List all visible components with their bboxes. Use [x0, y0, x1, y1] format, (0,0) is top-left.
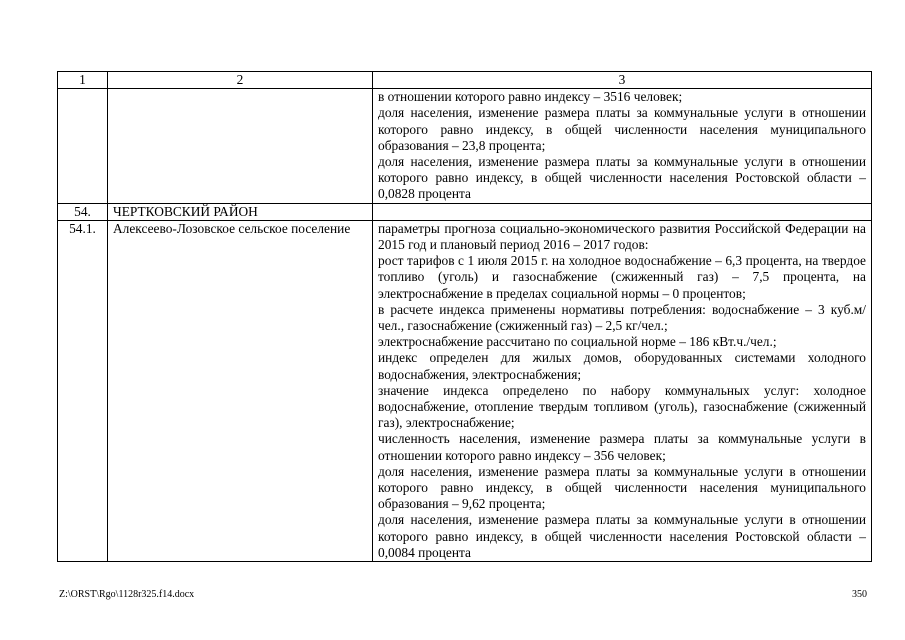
description-line: доля населения, изменение размера платы за коммунальные услуги в отношении которого равно индексу, в общей численности населения Ростовской области – 0,0828 процента — [378, 154, 866, 202]
footer-file-path: Z:\ORST\Rgo\1128r325.f14.docx — [59, 589, 195, 600]
row-name — [108, 89, 373, 203]
description-line: доля населения, изменение размера платы за коммунальные услуги в отношении которого равно индексу, в общей численности населения муниципального образования – 23,8 процента; — [378, 105, 866, 153]
header-cell-2: 2 — [108, 72, 373, 89]
description-line: в расчете индекса применены нормативы потребления: водоснабжение – 3 куб.м/чел., газоснабжение (сжиженный газ) – 2,5 кг/чел.; — [378, 301, 866, 334]
description-line: индекс определен для жилых домов, оборудованных системами холодного водоснабжения, электроснабжения; — [378, 350, 866, 382]
table-row-section — [58, 203, 872, 220]
header-cell-3: 3 — [373, 72, 872, 89]
description-line: численность населения, изменение размера платы за коммунальные услуги в отношении которого равно индексу – 356 человек; — [378, 431, 866, 463]
description-line: доля населения, изменение размера платы за коммунальные услуги в отношении которого равно индексу, в общей численности населения муниципального образования – 9,62 процента; — [378, 463, 866, 512]
description-line: рост тарифов с 1 июля 2015 г. на холодное водоснабжение – 6,3 процента, на твердое топливо (уголь) и газоснабжение (сжиженный газ) – 7,5 процента, на электроснабжение в пределах социальной нормы – 0 процентов; — [378, 253, 866, 301]
header-cell-1: 1 — [58, 72, 108, 89]
table-row-continuation — [58, 89, 872, 203]
description-line: доля населения, изменение размера платы за коммунальные услуги в отношении которого равно индексу, в общей численности населения Ростовской области – 0,0084 процента — [378, 512, 866, 560]
description-line: параметры прогноза социально-экономического развития Российской Федерации на 2015 год и плановый период 2016 – 2017 годов: — [378, 220, 866, 253]
table-header-row — [58, 72, 872, 89]
row-name: Алексеево-Лозовское сельское поселение — [108, 220, 373, 561]
footer-page-number: 350 — [852, 589, 867, 600]
row-number — [58, 89, 108, 203]
section-name: ЧЕРТКОВСКИЙ РАЙОН — [108, 203, 373, 220]
row-number: 54.1. — [58, 220, 108, 561]
description-line: значение индекса определено по набору коммунальных услуг: холодное водоснабжение, отопление твердым топливом (уголь), газоснабжение (сжиженный газ), электроснабжение; — [378, 382, 866, 431]
description-line: в отношении которого равно индексу – 3516 человек; — [378, 89, 683, 105]
description-line: электроснабжение рассчитано по социальной норме – 186 кВт.ч./чел.; — [378, 334, 777, 350]
document-table — [57, 71, 872, 562]
table-row-settlement — [58, 220, 872, 561]
row-description — [373, 89, 872, 203]
section-empty-cell — [373, 203, 872, 220]
row-description — [373, 220, 872, 561]
section-number: 54. — [58, 203, 108, 220]
